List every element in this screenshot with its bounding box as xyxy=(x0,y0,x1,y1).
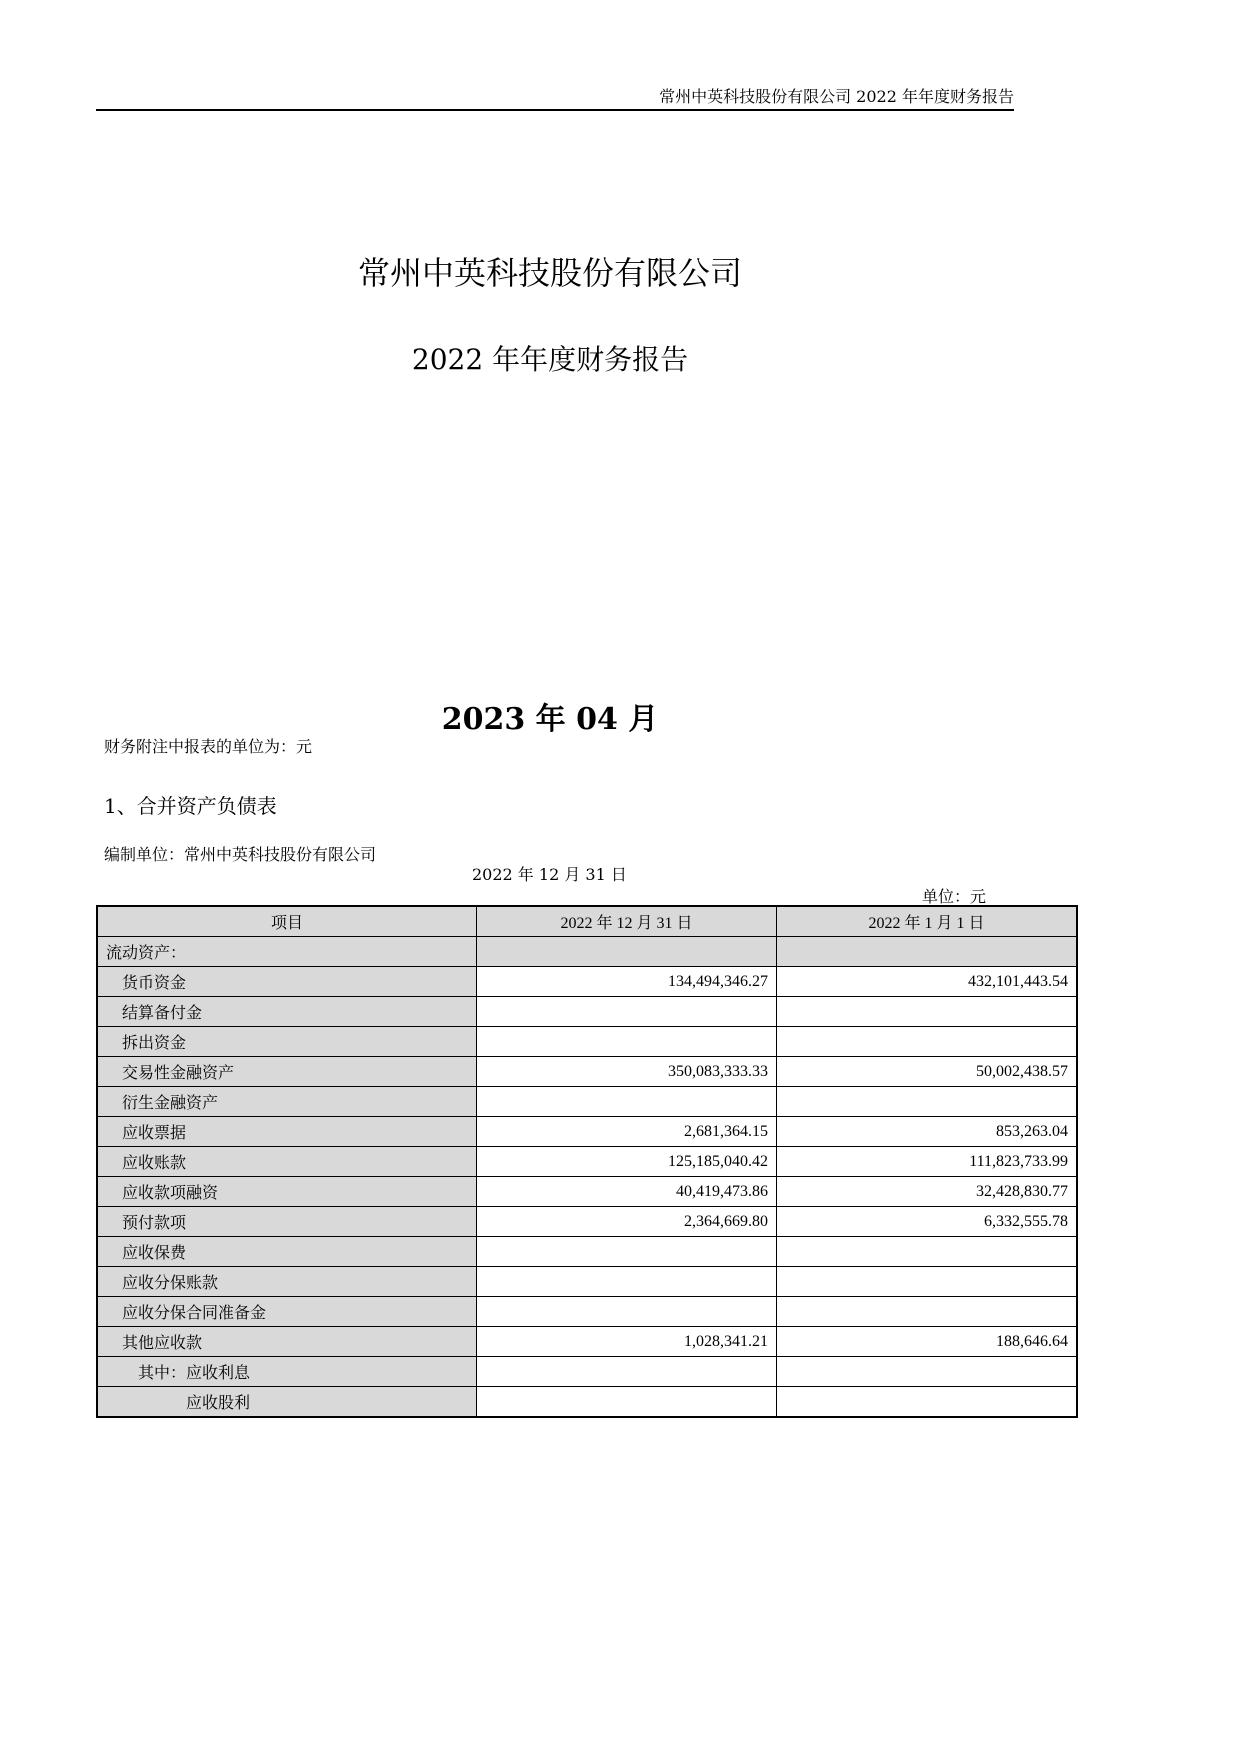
table-row xyxy=(97,967,1077,997)
value-current: 125,185,040.42 xyxy=(477,1147,777,1177)
value-prior: 6,332,555.78 xyxy=(777,1207,1078,1237)
row-label: 其他应收款 xyxy=(97,1327,477,1357)
report-title: 2022 年年度财务报告 xyxy=(411,343,689,376)
unit-note: 财务附注中报表的单位为：元 xyxy=(104,737,313,756)
report-date: 2023 年 04 月 xyxy=(441,702,659,737)
row-label: 应收账款 xyxy=(97,1147,477,1177)
table-row xyxy=(97,1057,1077,1087)
table-row xyxy=(97,1327,1077,1357)
table-row xyxy=(97,1297,1077,1327)
value-current: 350,083,333.33 xyxy=(477,1057,777,1087)
compiler: 编制单位：常州中英科技股份有限公司 xyxy=(104,845,377,864)
table-row xyxy=(97,1027,1077,1057)
value-current: 40,419,473.86 xyxy=(477,1177,777,1207)
table-row xyxy=(97,1177,1077,1207)
header-current: 2022 年 12 月 31 日 xyxy=(477,906,777,937)
table-header-row xyxy=(97,906,1077,937)
value-prior: 853,263.04 xyxy=(777,1117,1078,1147)
table-row xyxy=(97,1207,1077,1237)
value-prior xyxy=(777,1357,1078,1387)
row-label: 货币资金 xyxy=(97,967,477,997)
value-current: 1,028,341.21 xyxy=(477,1327,777,1357)
row-label: 衍生金融资产 xyxy=(97,1087,477,1117)
table-row xyxy=(97,997,1077,1027)
value-current xyxy=(477,1087,777,1117)
value-current xyxy=(477,1297,777,1327)
row-label: 预付款项 xyxy=(97,1207,477,1237)
value-prior xyxy=(777,1267,1078,1297)
table-row xyxy=(97,937,1077,967)
value-prior: 32,428,830.77 xyxy=(777,1177,1078,1207)
value-prior xyxy=(777,1027,1078,1057)
statement-date: 2022 年 12 月 31 日 xyxy=(472,865,627,884)
table-row xyxy=(97,1087,1077,1117)
row-label: 结算备付金 xyxy=(97,997,477,1027)
value-current xyxy=(477,1357,777,1387)
table-row xyxy=(97,1357,1077,1387)
value-current xyxy=(477,1237,777,1267)
table-row xyxy=(97,1267,1077,1297)
value-prior: 50,002,438.57 xyxy=(777,1057,1078,1087)
value-prior xyxy=(777,1087,1078,1117)
row-label: 流动资产： xyxy=(97,937,477,967)
row-label: 应收款项融资 xyxy=(97,1177,477,1207)
value-current xyxy=(477,1027,777,1057)
table-row xyxy=(97,1387,1077,1418)
value-current: 134,494,346.27 xyxy=(477,967,777,997)
company-title: 常州中英科技股份有限公司 xyxy=(357,254,742,292)
row-label: 拆出资金 xyxy=(97,1027,477,1057)
value-current xyxy=(477,1387,777,1418)
value-prior xyxy=(777,1297,1078,1327)
value-current xyxy=(477,937,777,967)
balance-sheet-table xyxy=(96,905,1078,1418)
value-current xyxy=(477,1267,777,1297)
row-label: 应收分保账款 xyxy=(97,1267,477,1297)
table-row xyxy=(97,1147,1077,1177)
table-row xyxy=(97,1237,1077,1267)
row-label: 应收分保合同准备金 xyxy=(97,1297,477,1327)
value-prior xyxy=(777,937,1078,967)
value-prior: 432,101,443.54 xyxy=(777,967,1078,997)
value-prior: 111,823,733.99 xyxy=(777,1147,1078,1177)
row-label: 其中：应收利息 xyxy=(97,1357,477,1387)
value-current: 2,364,669.80 xyxy=(477,1207,777,1237)
running-header: 常州中英科技股份有限公司 2022 年年度财务报告 xyxy=(96,84,1014,111)
value-prior xyxy=(777,1237,1078,1267)
value-prior: 188,646.64 xyxy=(777,1327,1078,1357)
row-label: 应收股利 xyxy=(97,1387,477,1418)
row-label: 应收票据 xyxy=(97,1117,477,1147)
row-label: 交易性金融资产 xyxy=(97,1057,477,1087)
row-label: 应收保费 xyxy=(97,1237,477,1267)
unit-label: 单位：元 xyxy=(922,887,987,906)
value-current xyxy=(477,997,777,1027)
section-title: 1、合并资产负债表 xyxy=(104,794,277,818)
value-prior xyxy=(777,997,1078,1027)
value-current: 2,681,364.15 xyxy=(477,1117,777,1147)
table-row xyxy=(97,1117,1077,1147)
value-prior xyxy=(777,1387,1078,1418)
header-item: 项目 xyxy=(97,906,477,937)
header-prior: 2022 年 1 月 1 日 xyxy=(777,906,1078,937)
